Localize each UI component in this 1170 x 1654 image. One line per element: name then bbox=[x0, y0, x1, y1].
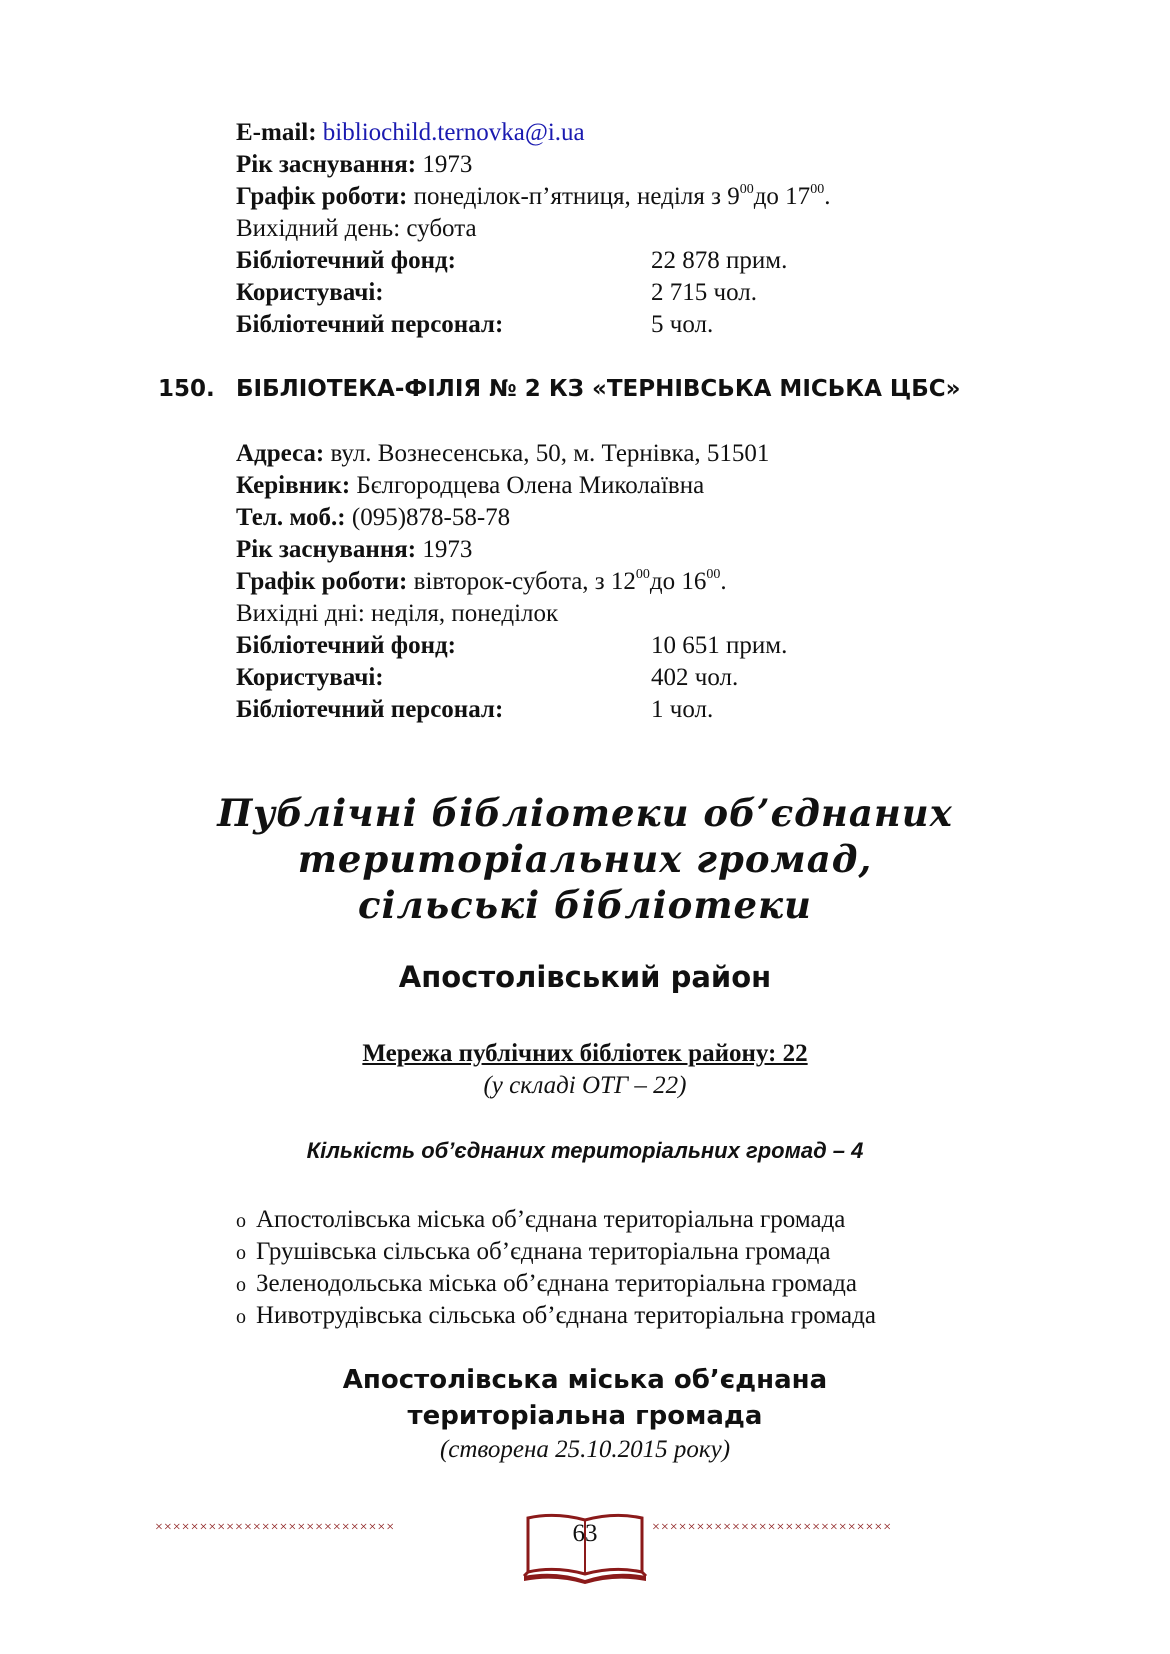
stat-row bbox=[236, 662, 787, 694]
stat-row bbox=[236, 630, 787, 662]
phone-value: (095)878-58-78 bbox=[351, 504, 511, 531]
stat-row bbox=[236, 309, 830, 341]
list-item-text: Апостолівська міська об’єднана територіальна громада bbox=[256, 1206, 846, 1233]
district-title: Апостолівський район bbox=[398, 960, 772, 994]
schedule-sup: 00 bbox=[706, 567, 721, 582]
footer-ornament-right: ××××××××××××××××××××××××××× bbox=[652, 1520, 893, 1535]
stat-value: 22 878 прим. bbox=[651, 247, 788, 274]
founded-label: Рік заснування: bbox=[236, 536, 417, 563]
network-count: Мережа публічних бібліотек району: 22 bbox=[362, 1040, 808, 1067]
dayoff-line: Вихідний день: субота bbox=[236, 215, 477, 242]
founded-line bbox=[236, 149, 830, 181]
schedule-line bbox=[236, 566, 787, 598]
schedule-sup: 00 bbox=[739, 182, 754, 197]
stat-row bbox=[236, 277, 830, 309]
schedule-mid: до 16 bbox=[649, 568, 707, 595]
circle-bullet-icon: o bbox=[236, 1210, 246, 1232]
list-item bbox=[236, 1236, 876, 1268]
list-item bbox=[236, 1300, 876, 1332]
list-item-text: Грушівська сільська об’єднана територіальна громада bbox=[256, 1238, 831, 1265]
stat-label: Бібліотечний персонал: bbox=[236, 696, 504, 723]
section-title-line: Публічні бібліотеки об’єднаних bbox=[217, 791, 953, 835]
schedule-label: Графік роботи: bbox=[236, 568, 408, 595]
stat-label: Бібліотечний фонд: bbox=[236, 632, 456, 659]
schedule-end: . bbox=[824, 183, 831, 210]
created-date: (створена 25.10.2015 року) bbox=[439, 1436, 731, 1463]
schedule-line bbox=[236, 181, 830, 213]
circle-bullet-icon: o bbox=[236, 1274, 246, 1296]
dayoff-line: Вихідні дні: неділя, понеділок bbox=[236, 600, 559, 627]
founded-label: Рік заснування: bbox=[236, 151, 417, 178]
circle-bullet-icon: o bbox=[236, 1242, 246, 1264]
list-item-text: Зеленодольська міська об’єднана територіальна громада bbox=[256, 1270, 858, 1297]
subsection-title-line: Апостолівська міська об’єднана bbox=[342, 1365, 828, 1395]
section-title-line: сільські бібліотеки bbox=[358, 883, 812, 927]
schedule-sup: 00 bbox=[635, 567, 650, 582]
stat-row bbox=[236, 245, 830, 277]
list-item-text: Нивотрудівська сільська об’єднана територіальна громада bbox=[256, 1302, 876, 1329]
stat-value: 402 чол. bbox=[651, 664, 739, 691]
address-label: Адреса: bbox=[236, 440, 325, 467]
founded-line bbox=[236, 534, 787, 566]
email-line bbox=[236, 117, 830, 149]
address-line bbox=[236, 438, 787, 470]
list-item bbox=[236, 1268, 876, 1300]
network-note: (у складі ОТГ – 22) bbox=[483, 1072, 687, 1099]
schedule-sup: 00 bbox=[810, 182, 825, 197]
phone-label: Тел. моб.: bbox=[236, 504, 346, 531]
entry-150-details bbox=[236, 438, 787, 726]
founded-value: 1973 bbox=[422, 151, 473, 178]
address-value: вул. Вознесенська, 50, м. Тернівка, 51501 bbox=[330, 440, 770, 467]
head-line bbox=[236, 470, 787, 502]
stat-label: Користувачі: bbox=[236, 664, 384, 691]
email-label: E-mail: bbox=[236, 119, 317, 146]
list-item bbox=[236, 1204, 876, 1236]
schedule-mid: до 17 bbox=[753, 183, 811, 210]
stat-label: Бібліотечний персонал: bbox=[236, 311, 504, 338]
email-link[interactable]: bibliochild.ternovka@i.ua bbox=[322, 119, 585, 146]
section-title bbox=[0, 790, 1170, 928]
head-label: Керівник: bbox=[236, 472, 351, 499]
stat-value: 10 651 прим. bbox=[651, 632, 788, 659]
founded-value: 1973 bbox=[422, 536, 473, 563]
schedule-text: вівторок-субота, з 12 bbox=[413, 568, 636, 595]
stat-label: Бібліотечний фонд: bbox=[236, 247, 456, 274]
hromada-count: Кількість об’єднаних територіальних громад – 4 bbox=[306, 1138, 864, 1163]
stat-value: 1 чол. bbox=[651, 696, 714, 723]
hromada-list bbox=[236, 1204, 876, 1332]
subsection-title-line: територіальна громада bbox=[407, 1401, 763, 1431]
library-network bbox=[0, 1038, 1170, 1102]
schedule-text: понеділок-п’ятниця, неділя з 9 bbox=[413, 183, 740, 210]
phone-line bbox=[236, 502, 787, 534]
schedule-end: . bbox=[720, 568, 727, 595]
page-number: 63 bbox=[572, 1520, 598, 1547]
schedule-label: Графік роботи: bbox=[236, 183, 408, 210]
head-value: Бєлгородцева Олена Миколаївна bbox=[356, 472, 705, 499]
entry-149-details bbox=[236, 117, 830, 341]
stat-row bbox=[236, 694, 787, 726]
entry-title: БІБЛІОТЕКА-ФІЛІЯ № 2 КЗ «ТЕРНІВСЬКА МІСЬКА ЦБС» bbox=[236, 376, 961, 402]
stat-value: 5 чол. bbox=[651, 311, 714, 338]
footer-ornament-left: ××××××××××××××××××××××××××× bbox=[155, 1520, 396, 1535]
entry-number: 150. bbox=[158, 376, 215, 402]
subsection-title bbox=[0, 1362, 1170, 1434]
section-title-line: територіальних громад, bbox=[297, 837, 873, 881]
stat-label: Користувачі: bbox=[236, 279, 384, 306]
circle-bullet-icon: o bbox=[236, 1306, 246, 1328]
stat-value: 2 715 чол. bbox=[651, 279, 757, 306]
